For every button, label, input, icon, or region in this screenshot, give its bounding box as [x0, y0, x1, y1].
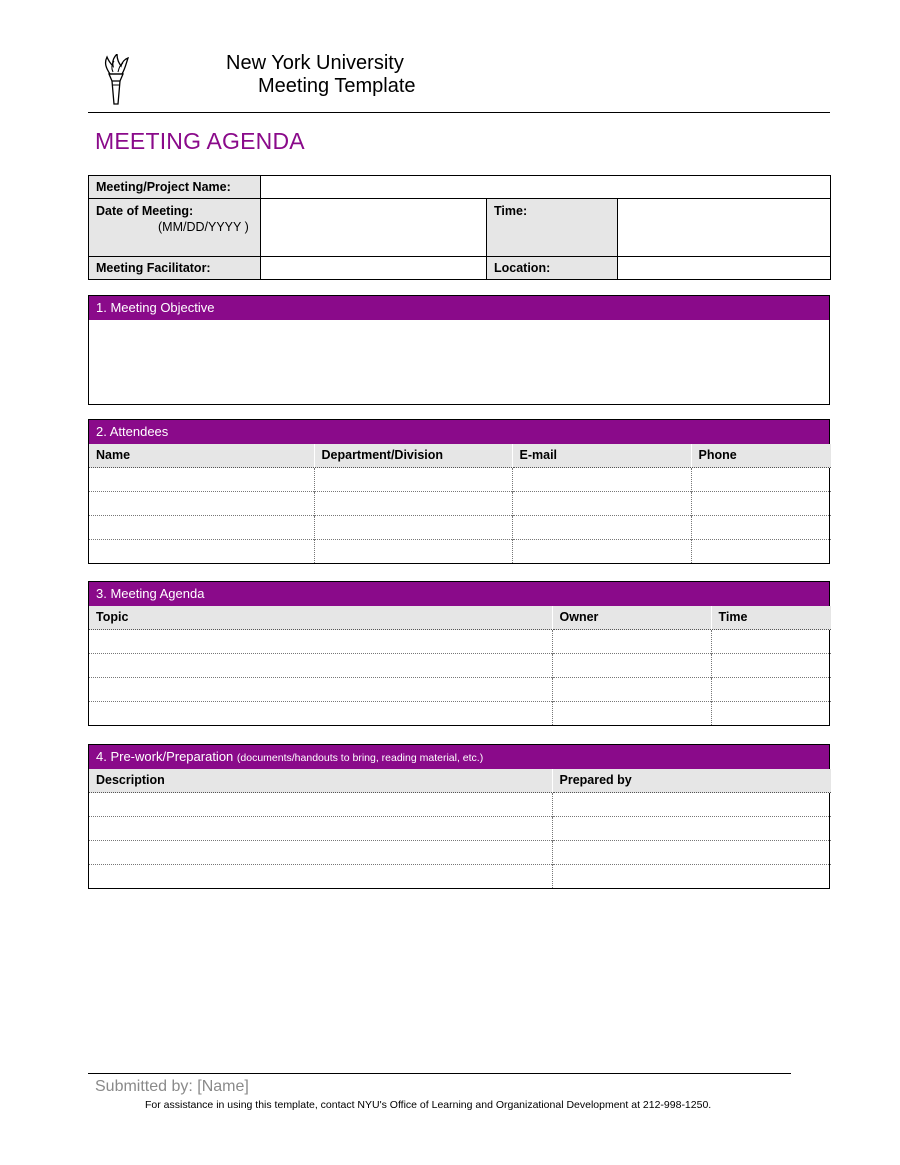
table-cell[interactable]	[552, 841, 831, 865]
document-header	[96, 52, 830, 112]
table-cell[interactable]	[314, 468, 512, 492]
table-cell[interactable]	[552, 817, 831, 841]
agenda-header: 3. Meeting Agenda	[89, 582, 829, 606]
col-time: Time	[711, 606, 831, 630]
date-format-hint: (MM/DD/YYYY )	[158, 220, 249, 234]
table-row	[89, 654, 831, 678]
location-field[interactable]	[618, 257, 831, 280]
table-cell[interactable]	[691, 468, 831, 492]
attendees-table	[89, 444, 831, 563]
objective-section	[88, 295, 830, 405]
facilitator-field[interactable]	[261, 257, 487, 280]
col-description: Description	[89, 769, 552, 793]
table-cell[interactable]	[314, 516, 512, 540]
prework-table	[89, 769, 831, 888]
table-cell[interactable]	[552, 678, 711, 702]
table-cell[interactable]	[89, 516, 314, 540]
table-cell[interactable]	[89, 540, 314, 564]
table-cell[interactable]	[89, 468, 314, 492]
prework-subtitle: (documents/handouts to bring, reading material, etc.)	[236, 752, 484, 764]
col-topic: Topic	[89, 606, 552, 630]
table-cell[interactable]	[89, 817, 552, 841]
table-cell[interactable]	[512, 468, 691, 492]
col-owner: Owner	[552, 606, 711, 630]
footer-divider	[88, 1073, 791, 1074]
time-field[interactable]	[618, 199, 831, 257]
table-row	[89, 516, 831, 540]
table-row	[89, 865, 831, 889]
col-name: Name	[89, 444, 314, 468]
table-row	[89, 841, 831, 865]
date-field[interactable]	[261, 199, 487, 257]
table-cell[interactable]	[552, 793, 831, 817]
table-cell[interactable]	[691, 492, 831, 516]
prework-title: 4. Pre-work/Preparation	[96, 749, 234, 764]
agenda-table	[89, 606, 831, 725]
template-name: Meeting Template	[258, 75, 416, 97]
table-row	[89, 468, 831, 492]
submitted-by: Submitted by: [Name]	[95, 1078, 249, 1095]
col-department: Department/Division	[314, 444, 512, 468]
table-cell[interactable]	[512, 540, 691, 564]
table-cell[interactable]	[89, 865, 552, 889]
location-label: Location:	[487, 257, 618, 280]
table-cell[interactable]	[89, 654, 552, 678]
facilitator-label: Meeting Facilitator:	[89, 257, 261, 280]
prework-section	[88, 744, 830, 889]
table-cell[interactable]	[512, 516, 691, 540]
org-name: New York University	[226, 52, 404, 74]
table-cell[interactable]	[314, 540, 512, 564]
project-name-field[interactable]	[261, 176, 831, 199]
table-row	[89, 817, 831, 841]
page-title: MEETING AGENDA	[95, 128, 305, 154]
table-cell[interactable]	[89, 630, 552, 654]
attendees-header: 2. Attendees	[89, 420, 829, 444]
header-divider	[88, 112, 830, 113]
table-row	[89, 540, 831, 564]
table-cell[interactable]	[552, 702, 711, 726]
assistance-note: For assistance in using this template, contact NYU's Office of Learning and Organizational Development at 212-998-1250.	[145, 1099, 712, 1111]
date-label: Date of Meeting:	[96, 204, 194, 218]
table-row	[89, 492, 831, 516]
date-label-cell	[89, 199, 261, 257]
prework-header	[89, 745, 829, 769]
table-cell[interactable]	[89, 793, 552, 817]
table-cell[interactable]	[89, 702, 552, 726]
table-cell[interactable]	[711, 630, 831, 654]
table-row	[89, 630, 831, 654]
nyu-torch-icon	[96, 54, 136, 106]
table-cell[interactable]	[89, 678, 552, 702]
table-cell[interactable]	[552, 630, 711, 654]
agenda-section	[88, 581, 830, 726]
table-row	[89, 678, 831, 702]
table-cell[interactable]	[512, 492, 691, 516]
col-prepared-by: Prepared by	[552, 769, 831, 793]
table-cell[interactable]	[711, 702, 831, 726]
col-phone: Phone	[691, 444, 831, 468]
table-cell[interactable]	[552, 654, 711, 678]
table-cell[interactable]	[691, 540, 831, 564]
time-label: Time:	[487, 199, 618, 257]
table-cell[interactable]	[89, 841, 552, 865]
objective-field[interactable]	[89, 320, 829, 404]
table-cell[interactable]	[711, 654, 831, 678]
table-cell[interactable]	[691, 516, 831, 540]
project-name-label: Meeting/Project Name:	[89, 176, 261, 199]
table-cell[interactable]	[314, 492, 512, 516]
table-row	[89, 702, 831, 726]
table-cell[interactable]	[552, 865, 831, 889]
col-email: E-mail	[512, 444, 691, 468]
table-cell[interactable]	[711, 678, 831, 702]
meeting-info-table	[88, 175, 831, 280]
table-row	[89, 793, 831, 817]
attendees-section	[88, 419, 830, 564]
objective-header: 1. Meeting Objective	[89, 296, 829, 320]
organization-title	[226, 52, 416, 98]
table-cell[interactable]	[89, 492, 314, 516]
